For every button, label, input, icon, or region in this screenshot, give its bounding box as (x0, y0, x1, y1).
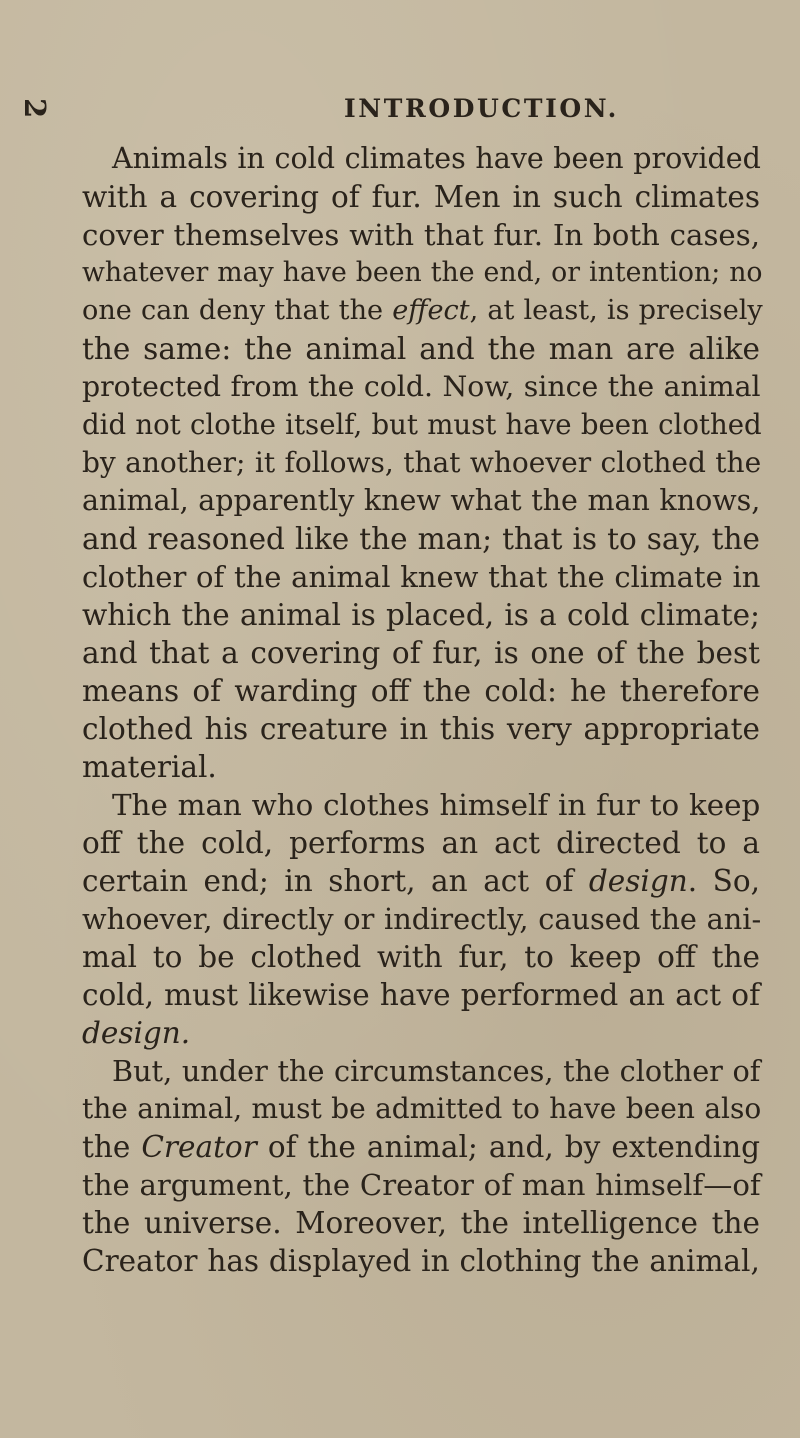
paragraph-1 (52, 140, 763, 786)
text-line: the universe. Moreover, the intelligence the (82, 1206, 760, 1240)
text-line-emphasis (52, 1014, 760, 1052)
text-line: animal, apparently knew what the man knows, (82, 484, 761, 517)
text-line: off the cold, performs an act directed to a (82, 826, 760, 860)
page-number: 2 (18, 98, 52, 120)
emphasis-creator: Creator (141, 1130, 257, 1164)
text-line: the same: the animal and the man are alike (82, 332, 760, 366)
text-line: clother of the animal knew that the climate in (82, 560, 761, 594)
text-fragment: the (82, 1130, 142, 1164)
paragraph-2 (52, 786, 760, 1052)
text-line: clothed his creature in this very appropriate (82, 712, 760, 746)
text-line: and that a covering of fur, is one of the best (82, 636, 760, 670)
text-fragment: of the animal; and, by extending (256, 1130, 760, 1164)
emphasis-effect: effect (392, 295, 470, 326)
text-line: with a covering of fur. Men in such climates (82, 180, 760, 214)
text-line: which the animal is placed, is a cold climate; (82, 598, 760, 632)
text-fragment: certain end; in short, an act of (82, 864, 589, 898)
text-line: But, under the circumstances, the clother of (112, 1054, 761, 1088)
body-text (52, 140, 763, 1280)
text-line: whatever may have been the end, or intention; no (82, 257, 763, 288)
text-line-with-emphasis (52, 1128, 760, 1166)
text-line-with-emphasis (52, 292, 763, 330)
text-line: cold, must likewise have performed an act of (82, 978, 760, 1012)
text-line: protected from the cold. Now, since the animal (82, 370, 761, 403)
text-line: Animals in cold climates have been provided (112, 142, 761, 175)
text-fragment: one can deny that the (82, 295, 393, 326)
running-head (18, 94, 764, 134)
emphasis-design: design (588, 864, 688, 898)
text-fragment: , at least, is precisely (469, 295, 763, 326)
text-line: material. (82, 750, 217, 784)
paragraph-3 (52, 1052, 760, 1280)
text-line: Creator has displayed in clothing the animal, (82, 1244, 760, 1278)
text-line: by another; it follows, that whoever clothed the (82, 446, 762, 479)
text-line: The man who clothes himself in fur to keep (112, 788, 761, 822)
running-title: INTRODUCTION. (344, 94, 619, 123)
text-line: did not clothe itself, but must have been clothed (82, 409, 762, 441)
text-line: means of warding off the cold: he therefore (82, 674, 760, 708)
text-line-with-emphasis (52, 862, 760, 900)
text-line: mal to be clothed with fur, to keep off the (82, 940, 760, 974)
text-line: and reasoned like the man; that is to say, the (82, 522, 760, 556)
text-line: whoever, directly or indirectly, caused the ani- (82, 902, 762, 936)
text-fragment: . So, (687, 864, 760, 898)
text-line: the argument, the Creator of man himself—of (82, 1168, 761, 1202)
emphasis-design: design. (82, 1016, 191, 1050)
text-line: the animal, must be admitted to have been also (82, 1092, 762, 1125)
text-line: cover themselves with that fur. In both cases, (82, 218, 760, 252)
